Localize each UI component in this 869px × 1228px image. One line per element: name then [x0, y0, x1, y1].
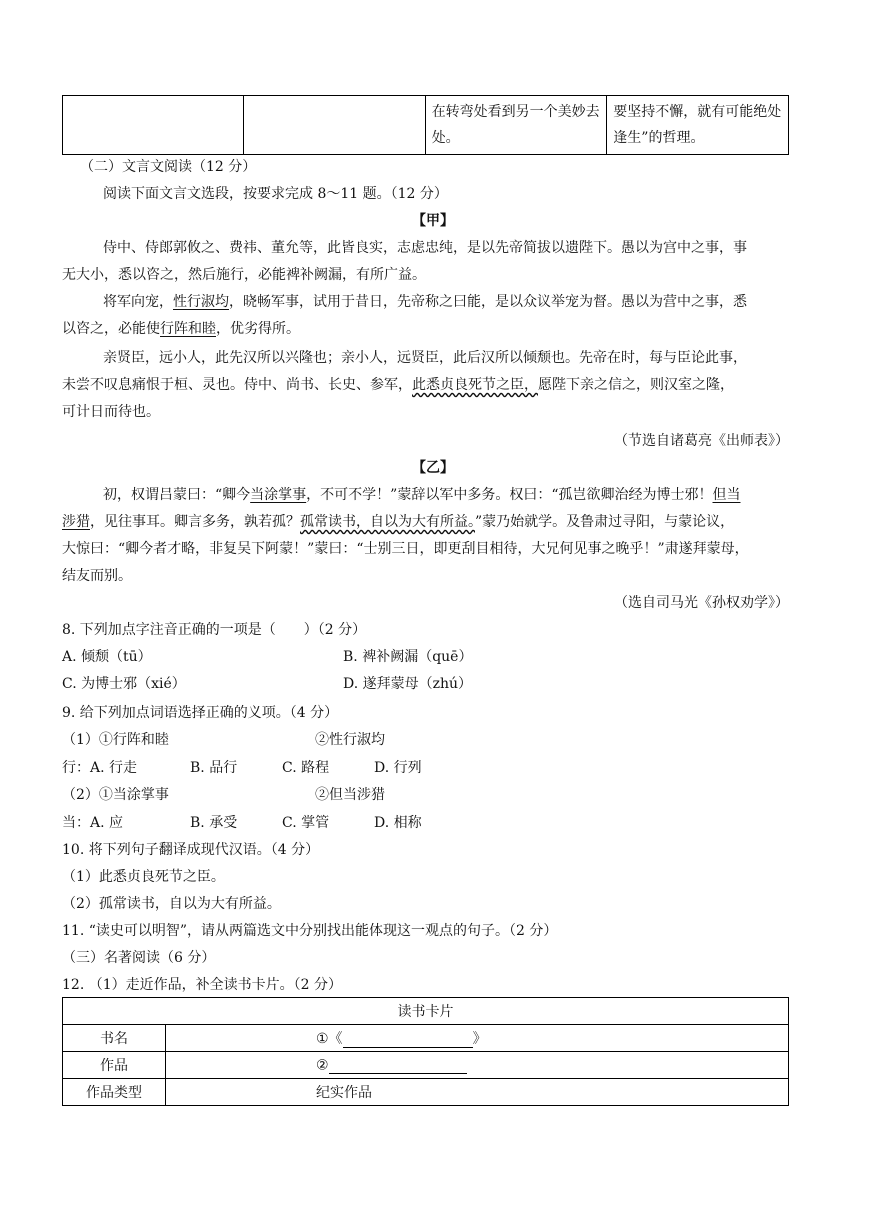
- top-table-fragment: [62, 95, 789, 155]
- underlined-phrase: 性行淑均: [173, 294, 229, 310]
- q10-sentence2: （2）孤常读书，自以为大有所益。: [62, 896, 281, 912]
- q9-part1-options: [62, 757, 422, 777]
- underlined-phrase: 行阵和睦: [160, 321, 216, 337]
- passage-yi-label: 【乙】: [412, 460, 454, 476]
- text-span: 将军向宠，: [103, 294, 173, 310]
- text-span: ，见往事耳。卿言多务，孰若孤？: [90, 514, 300, 530]
- table-cell-empty-2: [244, 96, 425, 155]
- option-label: 行：: [62, 760, 90, 776]
- answer-blank[interactable]: [329, 1057, 467, 1074]
- q9-stem: 9. 给下列加点词语选择正确的义项。（4 分）: [62, 705, 339, 721]
- jia-p1-line1: 侍中、侍郎郭攸之、费祎、董允等，此皆良实，志虑忠纯，是以先帝简拔以遗陛下。愚以为宫中之事，事: [103, 240, 747, 256]
- q8-option-a: A. 倾颓（tū）: [62, 649, 152, 665]
- q8-option-b: B. 裨补阙漏（quē）: [343, 649, 473, 665]
- table-cell-4: 要坚持不懈，就有可能绝处逢生”的哲理。: [607, 96, 789, 155]
- jia-source: （节选自诸葛亮《出师表》）: [614, 433, 789, 449]
- option: C. 路程: [282, 760, 330, 776]
- text-span: 愿陛下亲之信之，则汉室之隆，: [538, 377, 734, 393]
- yi-line3: 大惊曰：“卿今者才略，非复吴下阿蒙！”蒙曰：“士别三日，即更刮目相待，大兄何见事之晚乎！”肃遂拜蒙母，: [62, 541, 749, 557]
- card-value-type: 纪实作品: [166, 1079, 789, 1106]
- yi-line1: [103, 484, 741, 504]
- q9-part2-options: [62, 812, 422, 832]
- text-span: ，晓畅军事，试用于昔日，先帝称之曰能，是以众议举宠为督。愚以为营中之事，悉: [229, 294, 747, 310]
- passage-jia-label: 【甲】: [412, 213, 454, 229]
- card-value-title[interactable]: [166, 1025, 789, 1052]
- card-title: 读书卡片: [63, 998, 789, 1025]
- text-span: 未尝不叹息痛恨于桓、灵也。侍中、尚书、长史、参军，: [62, 377, 412, 393]
- q11-stem: 11. “读史可以明智”，请从两篇选文中分别找出能体现这一观点的句子。（2 分）: [62, 923, 558, 939]
- text-span: 初，权谓吕蒙曰：“卿今: [103, 487, 251, 503]
- underlined-phrase: 涉猎: [62, 514, 90, 530]
- option: B. 品行: [190, 760, 238, 776]
- reading-card-table: [62, 997, 789, 1106]
- q9-part2-item2: ②但当涉猎: [315, 787, 385, 803]
- card-label-work: 作品: [63, 1052, 166, 1079]
- yi-source: （选自司马光《孙权劝学》）: [614, 595, 789, 611]
- q10-stem: 10. 将下列句子翻译成现代汉语。（4 分）: [62, 842, 320, 858]
- wavy-underlined-sentence: 孤常读书，自以为大有所益。: [300, 514, 475, 530]
- section-instruction: 阅读下面文言文选段，按要求完成 8～11 题。（12 分）: [103, 186, 448, 202]
- yi-line2: [62, 511, 734, 531]
- section-heading-classical: （二）文言文阅读（12 分）: [80, 159, 257, 175]
- underlined-phrase: 当涂掌事: [250, 487, 307, 503]
- q8-stem: 8. 下列加点字注音正确的一项是（ ）（2 分）: [62, 622, 367, 638]
- table-cell-3: 在转弯处看到另一个美妙去处。: [425, 96, 607, 155]
- jia-p1-line2: 无大小，悉以咨之，然后施行，必能裨补阙漏，有所广益。: [62, 267, 426, 283]
- option: A. 应: [90, 815, 124, 831]
- jia-p3-line1: 亲贤臣，远小人，此先汉所以兴隆也；亲小人，远贤臣，此后汉所以倾颓也。先帝在时，每与臣论此事，: [103, 350, 747, 366]
- jia-p2-line1: [103, 291, 747, 311]
- text-span: ”蒙乃始就学。及鲁肃过寻阳，与蒙论议，: [475, 514, 735, 530]
- q12-stem: 12. （1）走近作品，补全读书卡片。（2 分）: [62, 977, 342, 993]
- q9-part2-item1: （2）①当涂掌事: [62, 787, 169, 803]
- text-span: ①《: [316, 1031, 343, 1047]
- option-label: 当：: [62, 815, 90, 831]
- option: D. 行列: [374, 760, 422, 776]
- text-span: 以咨之，必能使: [62, 321, 160, 337]
- text-span: ，优劣得所。: [216, 321, 300, 337]
- card-label-type: 作品类型: [63, 1079, 166, 1106]
- card-value-work[interactable]: [166, 1052, 789, 1079]
- option: C. 掌管: [282, 815, 330, 831]
- option: D. 相称: [374, 815, 422, 831]
- option: B. 承受: [190, 815, 238, 831]
- wavy-underlined-sentence: 此悉贞良死节之臣，: [412, 377, 538, 393]
- text-span: 》: [472, 1031, 487, 1047]
- table-cell-empty-1: [63, 96, 244, 155]
- q9-part1-item2: ②性行淑均: [315, 732, 385, 748]
- card-label-title: 书名: [63, 1025, 166, 1052]
- yi-line4: 结友而别。: [62, 568, 132, 584]
- answer-blank[interactable]: [343, 1031, 473, 1048]
- text-span: ②: [316, 1057, 329, 1073]
- q8-option-c: C. 为博士邪（xié）: [62, 676, 186, 692]
- underlined-phrase: 但当: [712, 487, 741, 503]
- q8-option-d: D. 遂拜蒙母（zhú）: [343, 676, 473, 692]
- jia-p3-line3: 可计日而待也。: [62, 404, 160, 420]
- jia-p2-line2: [62, 318, 300, 338]
- jia-p3-line2: [62, 374, 734, 394]
- q10-sentence1: （1）此悉贞良死节之臣。: [62, 869, 225, 885]
- text-span: ，不可不学！”蒙辞以军中多务。权曰：“孤岂欲卿治经为博士邪！: [306, 487, 713, 503]
- section-heading-classics: （三）名著阅读（6 分）: [62, 950, 216, 966]
- q9-part1-item1: （1）①行阵和睦: [62, 732, 169, 748]
- option: A. 行走: [90, 760, 138, 776]
